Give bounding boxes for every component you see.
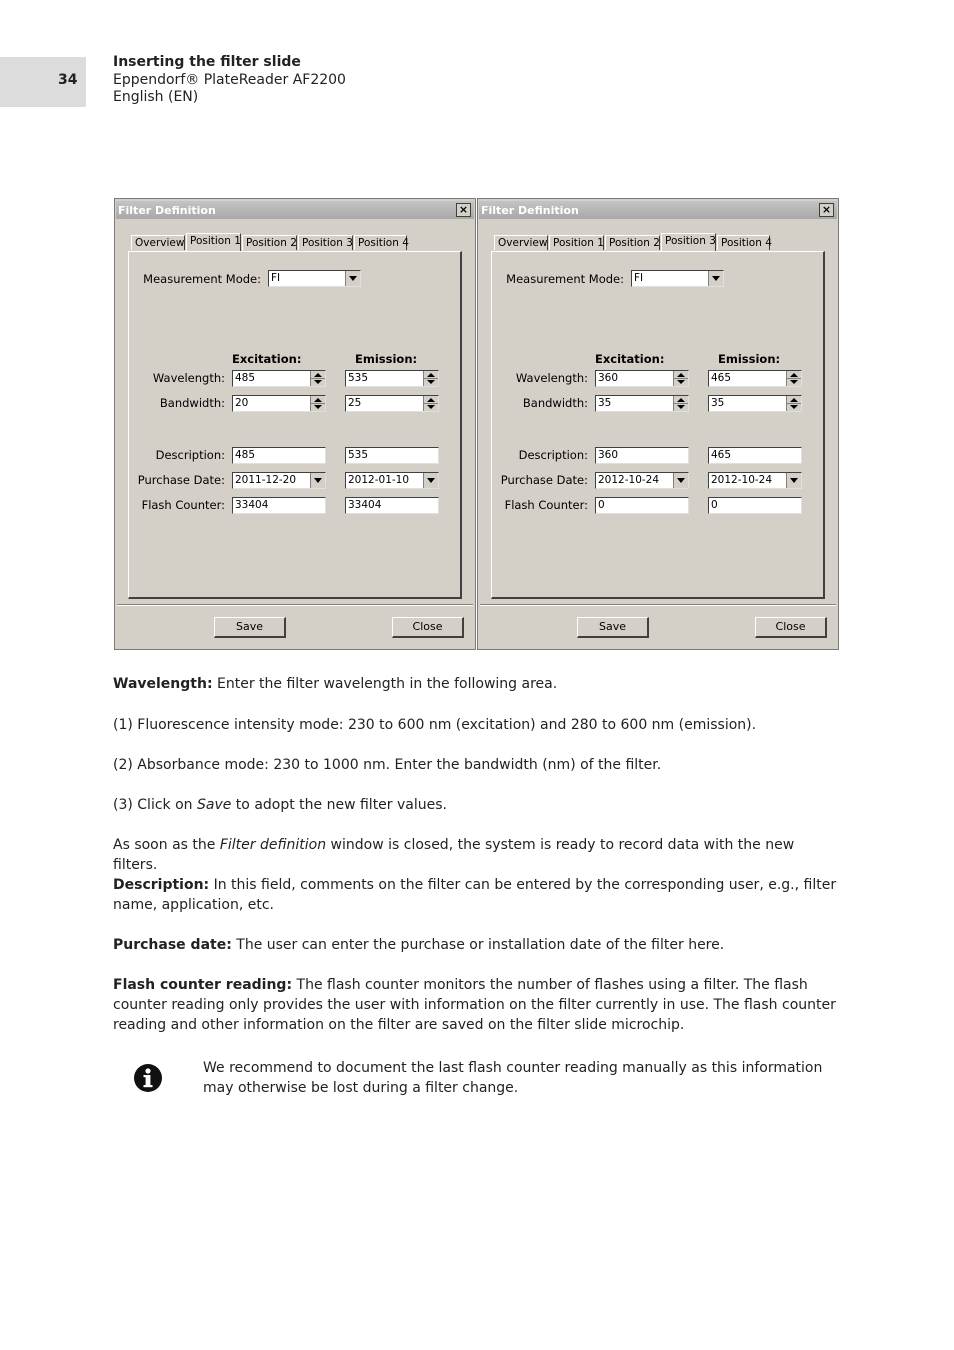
emission-bandwidth-value: 25 (348, 397, 362, 409)
excitation-bandwidth-field[interactable] (232, 395, 326, 412)
tab-position-4[interactable]: Position 4 (354, 235, 407, 250)
save-button[interactable]: Save (577, 617, 649, 638)
excitation-purchase-date-value: 2011-12-20 (235, 474, 297, 486)
dialog-title: Filter Definition (481, 204, 579, 217)
emission-bandwidth-value: 35 (711, 397, 725, 409)
step-1: (1) Fluorescence intensity mode: 230 to 600 nm (excitation) and 280 to 600 nm (emission). (113, 717, 757, 733)
info-icon (133, 1063, 163, 1093)
measurement-mode-value: FI (634, 272, 644, 284)
emission-description-field[interactable] (345, 447, 439, 464)
emission-header: Emission: (718, 352, 781, 366)
flash-counter-paragraph (113, 975, 841, 1035)
tab-panel (128, 251, 462, 599)
filter-definition-reference: Filter definition (219, 837, 327, 853)
emission-description-value: 535 (348, 449, 369, 461)
excitation-flash-counter-field[interactable] (595, 497, 689, 514)
flash-counter-label: Flash Counter: (504, 498, 588, 512)
purchase-date-label: Purchase Date: (137, 473, 225, 487)
description-paragraph (113, 875, 841, 915)
save-button[interactable]: Save (214, 617, 286, 638)
flash-counter-term: Flash counter reading: (113, 977, 293, 993)
emission-bandwidth-field[interactable] (708, 395, 802, 412)
page-number: 34 (58, 72, 78, 88)
wavelength-text: Enter the filter wavelength in the following area. (212, 676, 558, 692)
excitation-description-value: 485 (235, 449, 256, 461)
step-2: (2) Absorbance mode: 230 to 1000 nm. Enter the bandwidth (nm) of the filter. (113, 757, 662, 773)
excitation-header: Excitation: (595, 352, 665, 366)
description-term: Description: (113, 877, 210, 893)
tab-position-2[interactable]: Position 2 (242, 235, 297, 250)
excitation-description-value: 360 (598, 449, 619, 461)
dialog-title: Filter Definition (118, 204, 216, 217)
info-note: We recommend to document the last flash counter reading manually as this information may otherwise be lost during a filter change. (203, 1060, 823, 1096)
chevron-down-icon[interactable] (345, 271, 360, 286)
measurement-mode-select[interactable] (631, 270, 724, 287)
step-3 (113, 795, 841, 815)
tab-position-1[interactable]: Position 1 (549, 235, 604, 250)
closing-paragraph (113, 835, 841, 875)
excitation-flash-counter-field[interactable] (232, 497, 326, 514)
excitation-description-field[interactable] (232, 447, 326, 464)
emission-purchase-date-value: 2012-10-24 (711, 474, 773, 486)
emission-wavelength-field[interactable] (345, 370, 439, 387)
purchase-date-paragraph (113, 935, 841, 955)
description-text: In this field, comments on the filter can be entered by the corresponding user, e.g., filter name, application, etc. (113, 877, 837, 913)
wavelength-term: Wavelength: (113, 676, 213, 692)
spinner-icon[interactable] (786, 371, 801, 386)
wavelength-label: Wavelength: (515, 371, 588, 385)
tab-overview[interactable]: Overview (131, 235, 185, 250)
excitation-flash-counter-value: 33404 (235, 499, 269, 511)
chevron-down-icon[interactable] (310, 473, 325, 488)
emission-bandwidth-field[interactable] (345, 395, 439, 412)
closing-text: As soon as the (113, 837, 220, 853)
spinner-icon[interactable] (673, 371, 688, 386)
emission-flash-counter-field[interactable] (345, 497, 439, 514)
spinner-icon[interactable] (423, 371, 438, 386)
save-reference: Save (196, 797, 232, 813)
close-icon[interactable]: × (819, 203, 834, 217)
filter-definition-dialog (477, 198, 839, 650)
excitation-bandwidth-field[interactable] (595, 395, 689, 412)
measurement-mode-value: FI (271, 272, 281, 284)
emission-flash-counter-field[interactable] (708, 497, 802, 514)
purchase-date-label: Purchase Date: (500, 473, 588, 487)
chevron-down-icon[interactable] (708, 271, 723, 286)
purchase-date-term: Purchase date: (113, 937, 232, 953)
tab-position-1[interactable]: Position 1 (186, 233, 241, 251)
excitation-description-field[interactable] (595, 447, 689, 464)
emission-header: Emission: (355, 352, 418, 366)
close-button[interactable]: Close (392, 617, 464, 638)
chevron-down-icon[interactable] (673, 473, 688, 488)
tab-position-2[interactable]: Position 2 (605, 235, 660, 250)
closing-text-end: window is closed, the system is ready to record data with the new filters. (113, 837, 795, 873)
tab-position-3[interactable]: Position 3 (661, 233, 716, 251)
tab-position-4[interactable]: Position 4 (717, 235, 770, 250)
chevron-down-icon[interactable] (423, 473, 438, 488)
description-label: Description: (518, 448, 588, 462)
emission-purchase-date-field[interactable] (345, 472, 439, 489)
spinner-icon[interactable] (423, 396, 438, 411)
emission-purchase-date-value: 2012-01-10 (348, 474, 410, 486)
excitation-purchase-date-field[interactable] (595, 472, 689, 489)
excitation-bandwidth-value: 35 (598, 397, 612, 409)
spinner-icon[interactable] (310, 371, 325, 386)
purchase-date-text: The user can enter the purchase or installation date of the filter here. (231, 937, 725, 953)
title-bar[interactable] (116, 201, 474, 219)
step-3-text-end: to adopt the new filter values. (231, 797, 447, 813)
flash-counter-text: The flash counter monitors the number of flashes using a filter. The flash counter reading only provides the user with information on the filter currently in use. The flash counter reading and other information on the filter are saved on the filter slide microchip. (113, 977, 836, 1033)
spinner-icon[interactable] (786, 396, 801, 411)
measurement-mode-label: Measurement Mode: (506, 272, 624, 286)
excitation-wavelength-field[interactable] (595, 370, 689, 387)
excitation-purchase-date-value: 2012-10-24 (598, 474, 660, 486)
close-icon[interactable]: × (456, 203, 471, 217)
tab-panel (491, 251, 825, 599)
excitation-flash-counter-value: 0 (598, 499, 605, 511)
close-button[interactable]: Close (755, 617, 827, 638)
excitation-wavelength-field[interactable] (232, 370, 326, 387)
description-label: Description: (155, 448, 225, 462)
emission-wavelength-value: 535 (348, 372, 369, 384)
wavelength-label: Wavelength: (152, 371, 225, 385)
excitation-header: Excitation: (232, 352, 302, 366)
emission-description-value: 465 (711, 449, 732, 461)
emission-wavelength-field[interactable] (708, 370, 802, 387)
bandwidth-label: Bandwidth: (159, 396, 225, 410)
emission-flash-counter-value: 0 (711, 499, 718, 511)
title-bar[interactable] (479, 201, 837, 219)
excitation-purchase-date-field[interactable] (232, 472, 326, 489)
chevron-down-icon[interactable] (786, 473, 801, 488)
step-3-text: (3) Click on (113, 797, 197, 813)
section-title: Inserting the filter slide (113, 54, 301, 70)
emission-description-field[interactable] (708, 447, 802, 464)
product-name: Eppendorf® PlateReader AF2200 (113, 71, 346, 88)
language-label: English (EN) (113, 89, 199, 105)
divider (117, 604, 473, 606)
spinner-icon[interactable] (310, 396, 325, 411)
excitation-wavelength-value: 360 (598, 372, 619, 384)
filter-definition-dialog (114, 198, 476, 650)
emission-flash-counter-value: 33404 (348, 499, 382, 511)
excitation-bandwidth-value: 20 (235, 397, 249, 409)
flash-counter-label: Flash Counter: (141, 498, 225, 512)
bandwidth-label: Bandwidth: (522, 396, 588, 410)
emission-purchase-date-field[interactable] (708, 472, 802, 489)
emission-wavelength-value: 465 (711, 372, 732, 384)
spinner-icon[interactable] (673, 396, 688, 411)
page-header (113, 54, 346, 107)
divider (480, 604, 836, 606)
tab-position-3[interactable]: Position 3 (298, 235, 353, 250)
excitation-wavelength-value: 485 (235, 372, 256, 384)
measurement-mode-label: Measurement Mode: (143, 272, 261, 286)
tab-overview[interactable]: Overview (494, 235, 548, 250)
wavelength-paragraph (113, 674, 841, 694)
measurement-mode-select[interactable] (268, 270, 361, 287)
